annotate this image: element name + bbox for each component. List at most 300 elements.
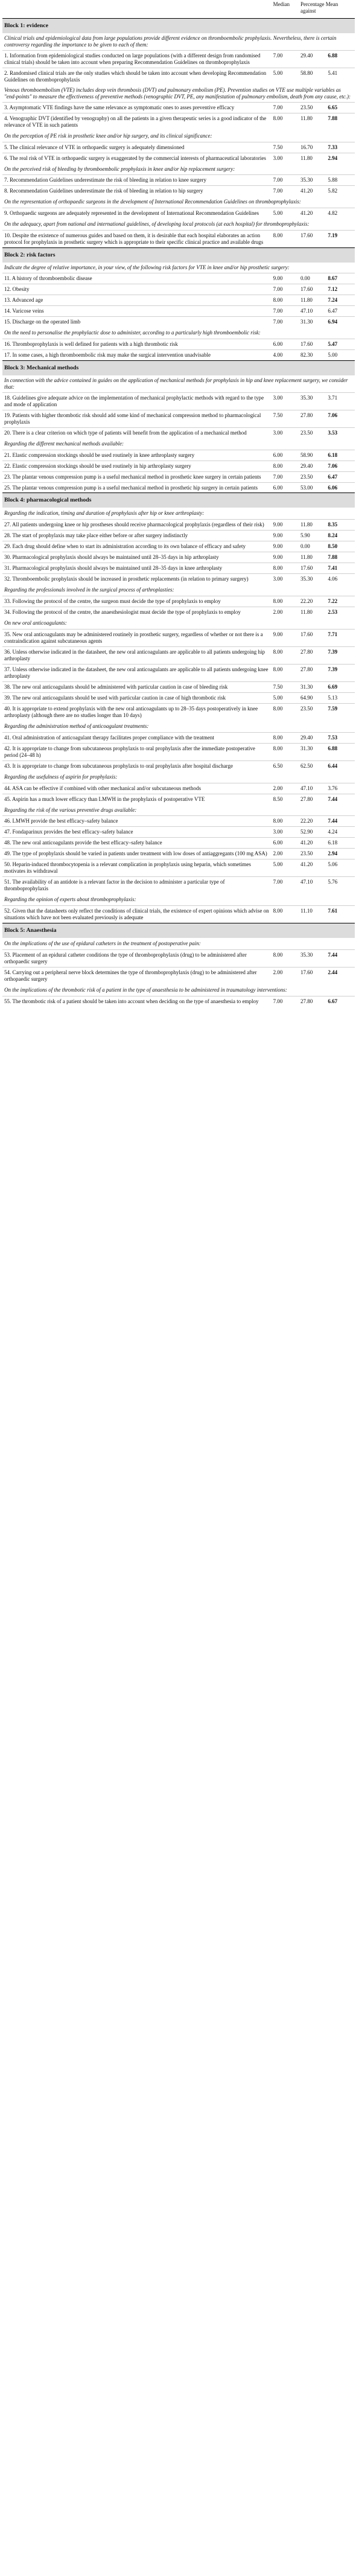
table-row — [2, 295, 355, 306]
median-value: 6.00 — [272, 339, 299, 349]
statement-text: 51. The availability of an antidote is a relevant factor in the decision to administer a particular type of thromboprophylaxis — [2, 877, 272, 894]
percentage-against-value: 11.80 — [299, 153, 326, 163]
table-row — [2, 743, 355, 760]
table-row — [2, 827, 355, 838]
header-item — [2, 0, 272, 19]
subheading-text: Regarding the different mechanical methods available: — [4, 440, 124, 447]
subheading-text: Regarding the risk of the various preventive drugs available: — [4, 806, 137, 813]
percentage-against-value: 31.30 — [299, 681, 326, 692]
percentage-against-value: 27.80 — [299, 664, 326, 681]
mean-value: 7.44 — [326, 794, 355, 804]
mean-value: 2.53 — [326, 607, 355, 617]
table-row — [2, 760, 355, 771]
table-row — [2, 732, 355, 743]
table-row — [2, 175, 355, 186]
median-value: 9.00 — [272, 520, 299, 531]
statement-text: 16. Thromboprophylaxis is well defined for patients with a high thrombotic risk — [2, 339, 272, 349]
table-row — [2, 838, 355, 849]
median-value: 8.00 — [272, 647, 299, 665]
median-value: 9.00 — [272, 273, 299, 284]
median-value: 7.00 — [272, 877, 299, 894]
table-row — [2, 849, 355, 859]
percentage-against-value: 41.20 — [299, 838, 326, 849]
mean-value: 2.44 — [326, 967, 355, 984]
table-header — [2, 0, 355, 19]
mean-value: 3.71 — [326, 392, 355, 410]
median-value: 3.00 — [272, 574, 299, 584]
mean-value: 7.39 — [326, 664, 355, 681]
table-row — [2, 816, 355, 827]
median-value: 7.50 — [272, 410, 299, 427]
header-median: Median — [272, 0, 299, 19]
mean-value: 6.18 — [326, 838, 355, 849]
percentage-against-value: 58.80 — [299, 68, 326, 84]
intro-text: In connection with the advice contained in guides on the application of mechanical methods for prophylaxis in hip and knee replacement surgery, we consider that: — [4, 377, 348, 390]
percentage-against-value: 23.50 — [299, 471, 326, 482]
percentage-against-value: 22.20 — [299, 816, 326, 827]
mean-value: 6.67 — [326, 996, 355, 1006]
statement-text: 8. Recommendation Guidelines underestimate the risk of bleeding in relation to hip surgery — [2, 186, 272, 196]
mean-value: 6.94 — [326, 317, 355, 327]
statement-text: 50. Heparin-induced thrombocytopenia is a relevant complication in prophylaxis using heparin, which sometimes motivates its withdrawal — [2, 859, 272, 877]
median-value: 8.00 — [272, 231, 299, 248]
statement-text: 20. There is a clear criterion on which type of patients will benefit from the application of a mechanical method — [2, 427, 272, 438]
mean-value: 6.69 — [326, 681, 355, 692]
table-row — [2, 68, 355, 84]
mean-value: 7.39 — [326, 647, 355, 665]
mean-value: 7.53 — [326, 732, 355, 743]
percentage-against-value: 35.30 — [299, 175, 326, 186]
median-value: 6.00 — [272, 450, 299, 461]
mean-value: 7.88 — [326, 552, 355, 563]
block-header — [2, 923, 355, 938]
subheading-text: Regarding the indication, timing and duration of prophylaxis after hip or knee arthroplasty: — [4, 510, 205, 517]
median-value: 6.00 — [272, 482, 299, 493]
statement-text: 38. The new oral anticoagulants should be administered with particular caution in case of bleeding risk — [2, 681, 272, 692]
percentage-against-value: 11.80 — [299, 552, 326, 563]
subheading-text: On the perception of PE risk in prosthetic knee and/or hip surgery, and its clinical significance: — [4, 132, 212, 139]
mean-value: 3.53 — [326, 427, 355, 438]
median-value: 8.00 — [272, 113, 299, 130]
median-value: 8.00 — [272, 732, 299, 743]
statement-text: 28. The start of prophylaxis may take place either before or after surgery indistinctly — [2, 531, 272, 541]
statement-text: 15. Discharge on the operated limb — [2, 317, 272, 327]
block-intro — [2, 375, 355, 392]
mean-value: 7.41 — [326, 563, 355, 574]
percentage-against-value: 0.00 — [299, 273, 326, 284]
block-title: Block 4: pharmacological methods — [2, 493, 355, 508]
statement-text: 53. Placement of an epidural catheter conditions the type of thromboprophylaxis (drug) to be administered after orthopaedic surgery — [2, 950, 272, 968]
section-subheading — [2, 327, 355, 339]
subheading-text: Regarding the professionals involved in the surgical process of arthroplasties: — [4, 587, 174, 593]
median-value: 8.00 — [272, 816, 299, 827]
section-subheading — [2, 771, 355, 783]
median-value: 8.00 — [272, 743, 299, 760]
mean-value: 8.50 — [326, 541, 355, 552]
percentage-against-value: 0.00 — [299, 541, 326, 552]
median-value: 6.00 — [272, 838, 299, 849]
consensus-table-container — [0, 0, 356, 1007]
block-title: Block 5: Anaesthesia — [2, 923, 355, 938]
median-value: 8.00 — [272, 596, 299, 607]
table-row — [2, 339, 355, 349]
table-row — [2, 450, 355, 461]
mean-value: 5.76 — [326, 877, 355, 894]
section-subheading — [2, 938, 355, 949]
mean-value: 5.13 — [326, 692, 355, 703]
percentage-against-value: 29.40 — [299, 50, 326, 68]
statement-text: 41. Oral administration of anticoagulant therapy facilitates proper compliance with the treatment — [2, 732, 272, 743]
block-header — [2, 248, 355, 263]
table-row — [2, 471, 355, 482]
table-row — [2, 906, 355, 923]
percentage-against-value: 82.30 — [299, 349, 326, 360]
mean-value: 5.47 — [326, 339, 355, 349]
percentage-against-value: 41.20 — [299, 186, 326, 196]
median-value: 8.00 — [272, 950, 299, 968]
percentage-against-value: 23.50 — [299, 703, 326, 720]
block-intro — [2, 85, 355, 102]
statement-text: 46. LMWH provide the best efficacy–safety balance — [2, 816, 272, 827]
median-value: 7.00 — [272, 102, 299, 113]
table-row — [2, 531, 355, 541]
median-value: 2.00 — [272, 607, 299, 617]
table-row — [2, 349, 355, 360]
mean-value: 7.06 — [326, 461, 355, 471]
percentage-against-value: 41.20 — [299, 208, 326, 218]
percentage-against-value: 11.80 — [299, 520, 326, 531]
section-subheading — [2, 130, 355, 142]
table-row — [2, 231, 355, 248]
statement-text: 25. The plantar venous compression pump is a useful mechanical method in prosthetic hip surgery in certain patients — [2, 482, 272, 493]
table-row — [2, 273, 355, 284]
statement-text: 52. Given that the datasheets only reflect the conditions of clinical trials, the existence of expert opinions which advise on situations which have not been evaluated previously is adequate — [2, 906, 272, 923]
consensus-results-table — [2, 0, 355, 1007]
median-value: 4.00 — [272, 349, 299, 360]
median-value: 5.00 — [272, 208, 299, 218]
percentage-against-value: 27.80 — [299, 647, 326, 665]
median-value: 5.00 — [272, 68, 299, 84]
percentage-against-value: 64.90 — [299, 692, 326, 703]
percentage-against-value: 23.50 — [299, 849, 326, 859]
table-row — [2, 113, 355, 130]
statement-text: 35. New oral anticoagulants may be administered routinely in prosthetic surgery, regardless of whether or not there is a contraindication against subcutaneous agents — [2, 630, 272, 647]
subheading-text: On the implications of the use of epidural catheters in the treatment of postoperative pain: — [4, 940, 201, 947]
median-value: 5.00 — [272, 692, 299, 703]
subheading-text: Regarding the administration method of anticoagulant treatments: — [4, 722, 149, 729]
statement-text: 18. Guidelines give adequate advice on the implementation of mechanical prophylactic methods with regard to the type and mode of application — [2, 392, 272, 410]
mean-value: 7.71 — [326, 630, 355, 647]
table-row — [2, 482, 355, 493]
statement-text: 17. In some cases, a high thromboembolic risk may make the surgical intervention unadvisable — [2, 349, 272, 360]
mean-value: 7.61 — [326, 906, 355, 923]
table-row — [2, 877, 355, 894]
table-row — [2, 461, 355, 471]
statement-text: 49. The type of prophylaxis should be varied in patients under treatment with low doses of antiaggregants (100 mg ASA) — [2, 849, 272, 859]
percentage-against-value: 17.60 — [299, 967, 326, 984]
percentage-against-value: 22.20 — [299, 596, 326, 607]
table-row — [2, 306, 355, 317]
table-row — [2, 520, 355, 531]
subheading-text: Regarding the usefulness of aspirin for prophylaxis: — [4, 773, 118, 780]
statement-text: 36. Unless otherwise indicated in the datasheet, the new oral anticoagulants are applicable to all patients undergoing hip arthroplasty — [2, 647, 272, 665]
section-subheading — [2, 617, 355, 629]
table-row — [2, 427, 355, 438]
table-row — [2, 996, 355, 1006]
table-row — [2, 541, 355, 552]
section-subheading — [2, 218, 355, 230]
table-row — [2, 50, 355, 68]
mean-value: 6.88 — [326, 50, 355, 68]
subheading-text: Regarding the opinion of experts about thromboprophylaxis: — [4, 896, 136, 903]
percentage-against-value: 17.60 — [299, 630, 326, 647]
section-subheading — [2, 508, 355, 519]
block-header — [2, 360, 355, 375]
percentage-against-value: 11.80 — [299, 295, 326, 306]
statement-text: 13. Advanced age — [2, 295, 272, 306]
percentage-against-value: 31.30 — [299, 743, 326, 760]
subheading-text: On new oral anticoagulants: — [4, 620, 67, 626]
block-intro — [2, 33, 355, 50]
statement-text: 7. Recommendation Guidelines underestimate the risk of bleeding in relation to knee surgery — [2, 175, 272, 186]
statement-text: 21. Elastic compression stockings should be used routinely in knee arthroplasty surgery — [2, 450, 272, 461]
median-value: 8.00 — [272, 906, 299, 923]
statement-text: 32. Thromboembolic prophylaxis should be increased in prosthetic replacements (in relation to primary surgery) — [2, 574, 272, 584]
mean-value: 8.35 — [326, 520, 355, 531]
percentage-against-value: 11.80 — [299, 607, 326, 617]
percentage-against-value: 35.30 — [299, 950, 326, 968]
median-value: 3.00 — [272, 827, 299, 838]
block-intro — [2, 263, 355, 273]
section-subheading — [2, 164, 355, 175]
median-value: 3.00 — [272, 392, 299, 410]
percentage-against-value: 47.10 — [299, 877, 326, 894]
table-row — [2, 783, 355, 794]
table-body — [2, 19, 355, 1007]
intro-text: Indicate the degree of relative importance, in your view, of the following risk factors for VTE in knee and/or hip prosthetic surgery: — [4, 264, 290, 271]
median-value: 7.00 — [272, 317, 299, 327]
mean-value: 5.41 — [326, 68, 355, 84]
table-row — [2, 317, 355, 327]
median-value: 9.00 — [272, 630, 299, 647]
table-row — [2, 630, 355, 647]
table-row — [2, 208, 355, 218]
statement-text: 55. The thrombotic risk of a patient should be taken into account when deciding on the type of anaesthesia to employ — [2, 996, 272, 1006]
table-row — [2, 859, 355, 877]
percentage-against-value: 58.90 — [299, 450, 326, 461]
section-subheading — [2, 984, 355, 996]
median-value: 2.00 — [272, 783, 299, 794]
table-row — [2, 596, 355, 607]
mean-value: 6.44 — [326, 760, 355, 771]
median-value: 7.50 — [272, 142, 299, 153]
mean-value: 5.00 — [326, 349, 355, 360]
table-row — [2, 950, 355, 968]
statement-text: 11. A history of thromboembolic disease — [2, 273, 272, 284]
statement-text: 27. All patients undergoing knee or hip prostheses should receive pharmacological prophylaxis (regardless of their risk) — [2, 520, 272, 531]
section-subheading — [2, 584, 355, 596]
mean-value: 6.18 — [326, 450, 355, 461]
percentage-against-value: 62.50 — [299, 760, 326, 771]
median-value: 7.00 — [272, 471, 299, 482]
table-row — [2, 284, 355, 295]
mean-value: 6.47 — [326, 306, 355, 317]
median-value: 9.00 — [272, 531, 299, 541]
median-value: 8.00 — [272, 461, 299, 471]
table-row — [2, 392, 355, 410]
median-value: 2.00 — [272, 849, 299, 859]
median-value: 7.00 — [272, 284, 299, 295]
mean-value: 4.82 — [326, 208, 355, 218]
median-value: 3.00 — [272, 153, 299, 163]
median-value: 6.50 — [272, 760, 299, 771]
section-subheading — [2, 438, 355, 450]
percentage-against-value: 41.20 — [299, 859, 326, 877]
section-subheading — [2, 805, 355, 816]
mean-value: 8.24 — [326, 531, 355, 541]
subheading-text: On the adequacy, apart from national and international guidelines, of developing local protocols (at each hospital) for thromboprophylaxis: — [4, 221, 310, 228]
percentage-against-value: 11.10 — [299, 906, 326, 923]
percentage-against-value: 5.90 — [299, 531, 326, 541]
percentage-against-value: 17.60 — [299, 339, 326, 349]
statement-text: 34. Following the protocol of the centre, the anaesthesiologist must decide the type of prophylaxis to employ — [2, 607, 272, 617]
median-value: 8.50 — [272, 794, 299, 804]
percentage-against-value: 17.60 — [299, 231, 326, 248]
table-row — [2, 102, 355, 113]
table-row — [2, 607, 355, 617]
percentage-against-value: 27.80 — [299, 996, 326, 1006]
statement-text: 22. Elastic compression stockings should be used routinely in hip arthroplasty surgery — [2, 461, 272, 471]
table-row — [2, 703, 355, 720]
percentage-against-value: 52.90 — [299, 827, 326, 838]
median-value: 9.00 — [272, 541, 299, 552]
mean-value: 5.82 — [326, 186, 355, 196]
percentage-against-value: 35.30 — [299, 574, 326, 584]
statement-text: 12. Obesity — [2, 284, 272, 295]
percentage-against-value: 27.80 — [299, 410, 326, 427]
statement-text: 42. It is appropriate to change from subcutaneous prophylaxis to oral prophylaxis after the immediate postoperative period (24–48 h) — [2, 743, 272, 760]
table-row — [2, 142, 355, 153]
percentage-against-value: 17.60 — [299, 563, 326, 574]
block-title: Block 1: evidence — [2, 19, 355, 33]
mean-value: 7.44 — [326, 816, 355, 827]
mean-value: 2.94 — [326, 849, 355, 859]
table-row — [2, 552, 355, 563]
section-subheading — [2, 196, 355, 208]
section-subheading — [2, 894, 355, 905]
statement-text: 37. Unless otherwise indicated in the datasheet, the new oral anticoagulants are applicable to all patients undergoing knee arthroplasty — [2, 664, 272, 681]
mean-value: 7.06 — [326, 410, 355, 427]
mean-value: 7.24 — [326, 295, 355, 306]
mean-value: 7.88 — [326, 113, 355, 130]
statement-text: 43. It is appropriate to change from subcutaneous prophylaxis to oral prophylaxis after hospital discharge — [2, 760, 272, 771]
statement-text: 1. Information from epidemiological studies conducted on large populations (with a different design from randomised clinical trials) should be taken into account when preparing Recommendation Guidelines on thromboprophylaxis — [2, 50, 272, 68]
block-title: Block 3: Mechanical methods — [2, 360, 355, 375]
median-value: 8.00 — [272, 295, 299, 306]
mean-value: 6.06 — [326, 482, 355, 493]
mean-value: 7.19 — [326, 231, 355, 248]
median-value: 8.00 — [272, 563, 299, 574]
section-subheading — [2, 721, 355, 732]
mean-value: 6.88 — [326, 743, 355, 760]
statement-text: 9. Orthopaedic surgeons are adequately represented in the development of International Recommendation Guidelines — [2, 208, 272, 218]
mean-value: 7.33 — [326, 142, 355, 153]
percentage-against-value: 27.80 — [299, 794, 326, 804]
statement-text: 45. Aspirin has a much lower efficacy than LMWH in the prophylaxis of postoperative VTE — [2, 794, 272, 804]
median-value: 5.00 — [272, 859, 299, 877]
table-row — [2, 186, 355, 196]
median-value: 3.00 — [272, 427, 299, 438]
median-value: 7.00 — [272, 306, 299, 317]
statement-text: 3. Asymptomatic VTE findings have the same relevance as symptomatic ones to asses preventive efficacy — [2, 102, 272, 113]
median-value: 7.00 — [272, 50, 299, 68]
statement-text: 2. Randomised clinical trials are the only studies which should be taken into account when developing Recommendation Guidelines on thromboprophylaxis — [2, 68, 272, 84]
percentage-against-value: 29.40 — [299, 732, 326, 743]
percentage-against-value: 23.50 — [299, 427, 326, 438]
mean-value: 3.76 — [326, 783, 355, 794]
statement-text: 54. Carrying out a peripheral nerve block determines the type of thromboprophylaxis (drug) to be administered after orthopaedic surgery — [2, 967, 272, 984]
median-value: 8.00 — [272, 664, 299, 681]
statement-text: 33. Following the protocol of the centre, the surgeon must decide the type of prophylaxis to employ — [2, 596, 272, 607]
subheading-text: On the perceived risk of bleeding by thromboembolic prophylaxis in knee and/or hip replacement surgery: — [4, 165, 235, 172]
percentage-against-value: 11.80 — [299, 113, 326, 130]
block-title: Block 2: risk factors — [2, 248, 355, 263]
percentage-against-value: 47.10 — [299, 306, 326, 317]
mean-value: 7.22 — [326, 596, 355, 607]
mean-value: 7.59 — [326, 703, 355, 720]
intro-text: Clinical trials and epidemiological data from large populations provide different evidence on thromboembolic prophylaxis. Nevertheless, there is certain controversy regarding the importance to be given to each of them: — [4, 34, 337, 48]
subheading-text: On the implications of the thrombotic risk of a patient in the type of anaesthesia to be administered in traumatology interventions: — [4, 986, 287, 993]
table-row — [2, 967, 355, 984]
median-value: 9.00 — [272, 552, 299, 563]
statement-text: 47. Fondaparinux provides the best efficacy–safety balance — [2, 827, 272, 838]
statement-text: 44. ASA can be effective if combined with other mechanical and/or subcutaneous methods — [2, 783, 272, 794]
percentage-against-value: 53.00 — [299, 482, 326, 493]
statement-text: 5. The clinical relevance of VTE in orthopaedic surgery is adequately dimensioned — [2, 142, 272, 153]
percentage-against-value: 23.50 — [299, 102, 326, 113]
median-value: 2.00 — [272, 967, 299, 984]
statement-text: 29. Each drug should define when to start its administration according to its own balance of efficacy and safety — [2, 541, 272, 552]
subheading-text: On the need to personalise the prophylactic dose to administer, according to a particularly high thromboembolic risk: — [4, 330, 261, 336]
statement-text: 6. The real risk of VTE in orthopaedic surgery is exaggerated by the commercial interests of pharmaceutical laboratories — [2, 153, 272, 163]
intro-text: Venous thromboembolism (VTE) includes deep vein thrombosis (DVT) and pulmonary embolism (PE). Prevention studies on VTE use multiple variables as "end-points" to measure the effectiveness of preventive methods (venographic DVT, PE, any manifestation of pulmonary embolism, death from any cause, etc.): — [4, 86, 351, 100]
statement-text: 23. The plantar venous compression pump is a useful mechanical method in prosthetic knee surgery in certain patients — [2, 471, 272, 482]
percentage-against-value: 31.30 — [299, 317, 326, 327]
percentage-against-value: 29.40 — [299, 461, 326, 471]
table-row — [2, 410, 355, 427]
percentage-against-value: 16.70 — [299, 142, 326, 153]
table-row — [2, 664, 355, 681]
statement-text: 48. The new oral anticoagulants provide the best efficacy–safety balance — [2, 838, 272, 849]
statement-text: 19. Patients with higher thrombotic risk should add some kind of mechanical compression method to pharmacological prophylaxis — [2, 410, 272, 427]
statement-text: 10. Despite the existence of numerous guides and based on them, it is desirable that each hospital elaborates an action protocol for prophylaxis in prosthetic surgery which is appropriate to their specific clinical practice and available drugs — [2, 231, 272, 248]
statement-text: 30. Pharmacological prophylaxis should always be maintained until 28–35 days in hip arthroplasty — [2, 552, 272, 563]
table-row — [2, 153, 355, 163]
mean-value: 2.94 — [326, 153, 355, 163]
mean-value: 7.12 — [326, 284, 355, 295]
statement-text: 14. Varicose veins — [2, 306, 272, 317]
median-value: 7.00 — [272, 186, 299, 196]
header-percentage-mean: Percentage Mean against — [299, 0, 355, 19]
statement-text: 31. Pharmacological prophylaxis should always be maintained until 28–35 days in knee arthroplasty — [2, 563, 272, 574]
subheading-text: On the representation of orthopaedic surgeons in the development of International Recommendation Guidelines on thromboprophylaxis: — [4, 199, 301, 205]
table-row — [2, 794, 355, 804]
percentage-against-value: 35.30 — [299, 392, 326, 410]
mean-value: 4.06 — [326, 574, 355, 584]
mean-value: 5.06 — [326, 859, 355, 877]
median-value: 7.00 — [272, 996, 299, 1006]
table-row — [2, 563, 355, 574]
